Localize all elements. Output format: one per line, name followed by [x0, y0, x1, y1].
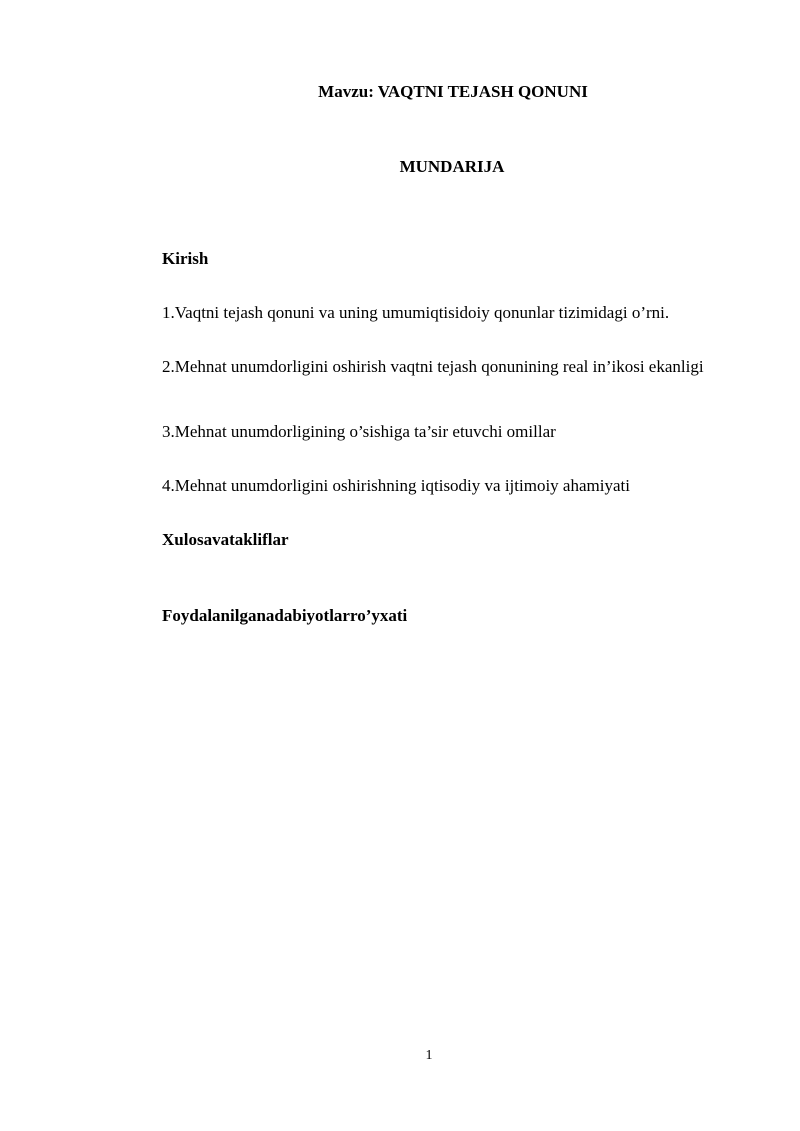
contents-heading: MUNDARIJA: [399, 157, 505, 176]
toc-conclusion: Xulosavatakliflar: [162, 530, 289, 549]
toc-item-1: 1.Vaqtni tejash qonuni va uning umumiqtisidoiy qonunlar tizimidagi o’rni.: [162, 303, 670, 322]
toc-references: Foydalanilganadabiyotlarro’yxati: [162, 606, 408, 625]
toc-intro: Kirish: [162, 249, 209, 268]
toc-item-3: 3.Mehnat unumdorligining o’sishiga ta’sir etuvchi omillar: [162, 422, 556, 441]
document-title: Mavzu: VAQTNI TEJASH QONUNI: [318, 82, 588, 101]
toc-item-4: 4.Mehnat unumdorligini oshirishning iqtisodiy va ijtimoiy ahamiyati: [162, 476, 630, 495]
toc-item-2: 2.Mehnat unumdorligini oshirish vaqtni tejash qonunining real in’ikosi ekanligi: [162, 357, 704, 376]
page-number: 1: [425, 1048, 433, 1063]
